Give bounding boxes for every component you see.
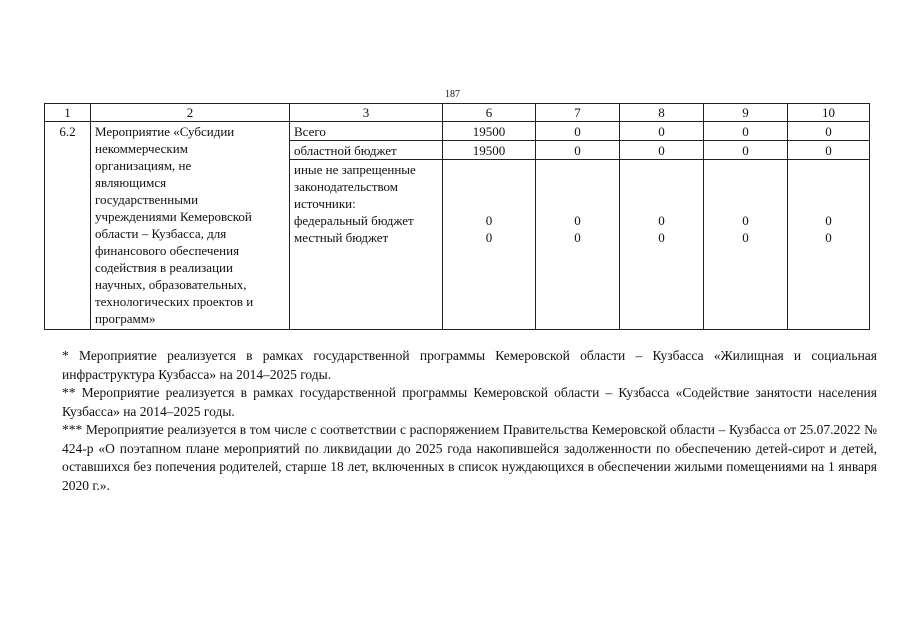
table-cell: 0 (620, 141, 704, 160)
footnote: ** Мероприятие реализуется в рамках государственной программы Кемеровской области – Кузбасса «Содействие занятости населения Кузбасса» на 2014–2025 годы. (62, 385, 877, 419)
other-sources-line: иные не запрещенные (294, 162, 416, 177)
column-header: 7 (536, 104, 620, 122)
activity-line: программ» (95, 311, 156, 326)
page-number: 187 (445, 89, 460, 100)
federal-value: 0 (742, 213, 749, 228)
footnotes (62, 347, 877, 495)
table-cell (788, 160, 870, 330)
table-cell (620, 160, 704, 330)
federal-budget-label: федеральный бюджет (294, 213, 414, 228)
local-value: 0 (574, 230, 581, 245)
activity-name (91, 122, 290, 330)
activity-line: являющимся (95, 175, 167, 190)
source-total-label: Всего (290, 122, 443, 141)
table-header-row (45, 104, 870, 122)
other-sources (290, 160, 443, 330)
local-value: 0 (485, 230, 493, 245)
federal-value: 0 (574, 213, 581, 228)
footnote: * Мероприятие реализуется в рамках государственной программы Кемеровской области – Кузбасса «Жилищная и социальная инфраструктура Кузбасса» на 2014‒2025 годы. (62, 348, 877, 382)
budget-table (44, 103, 870, 330)
other-sources-line: законодательством (294, 179, 399, 194)
activity-line: технологических проектов и (95, 294, 254, 309)
table-cell: 19500 (443, 122, 536, 141)
table-cell (443, 160, 536, 330)
activity-line: научных, образовательных, (95, 277, 247, 292)
table-cell: 0 (620, 122, 704, 141)
activity-line: некоммерческим (95, 141, 188, 156)
column-header: 6 (443, 104, 536, 122)
table-cell (536, 160, 620, 330)
source-regional-label: областной бюджет (290, 141, 443, 160)
local-value: 0 (742, 230, 749, 245)
column-header: 9 (704, 104, 788, 122)
local-budget-label: местный бюджет (294, 230, 389, 245)
table-row (45, 122, 870, 141)
column-header: 3 (290, 104, 443, 122)
table-cell: 0 (788, 141, 870, 160)
other-sources-line: источники: (294, 196, 356, 211)
table-cell: 0 (788, 122, 870, 141)
column-header: 1 (45, 104, 91, 122)
activity-line: учреждениями Кемеровской (95, 209, 252, 224)
activity-line: организациям, не (95, 158, 192, 173)
activity-line: области – Кузбасса, для (95, 226, 227, 241)
column-header: 8 (620, 104, 704, 122)
column-header: 10 (788, 104, 870, 122)
table-cell: 0 (704, 122, 788, 141)
table-cell: 0 (536, 141, 620, 160)
federal-value: 0 (485, 213, 493, 228)
federal-value: 0 (825, 213, 832, 228)
table-cell: 0 (536, 122, 620, 141)
local-value: 0 (658, 230, 665, 245)
table-cell (704, 160, 788, 330)
federal-value: 0 (658, 213, 665, 228)
row-number: 6.2 (45, 122, 91, 330)
activity-line: государственными (95, 192, 199, 207)
activity-line: содействия в реализации (95, 260, 233, 275)
activity-line: финансового обеспечения (95, 243, 240, 258)
table-cell: 0 (704, 141, 788, 160)
footnote: *** Мероприятие реализуется в том числе с соответствии с распоряжением Правительства Кемеровской области – Кузбасса от 25.07.2022 № 424-р «О поэтапном плане мероприятий по ликвидации до 2025 года накопившейся задолженности по обеспечению детей-сирот и детей, оставшихся без попечения родителей, старше 18 лет, включенных в список нуждающихся в обеспечении жилыми помещениями на 1 января 2020 г.». (62, 422, 877, 493)
activity-line: Мероприятие «Субсидии (95, 124, 235, 139)
table-cell: 19500 (443, 141, 536, 160)
local-value: 0 (825, 230, 832, 245)
column-header: 2 (91, 104, 290, 122)
